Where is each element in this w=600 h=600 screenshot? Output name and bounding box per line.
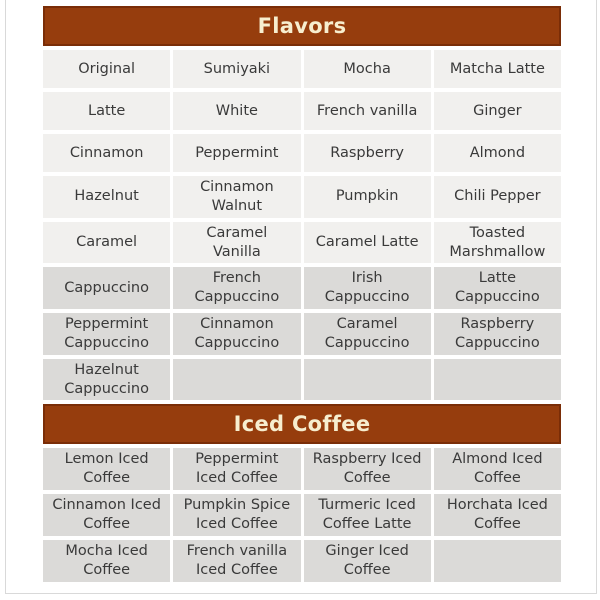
iced-coffee-cell: Ginger Iced Coffee [304, 540, 431, 582]
iced-coffee-cell: Almond Iced Coffee [434, 448, 561, 490]
flavor-cell: Latte [43, 92, 170, 130]
iced-coffee-cell: Cinnamon Iced Coffee [43, 494, 170, 536]
flavor-cell: Cinnamon [43, 134, 170, 172]
flavor-cell: White [173, 92, 300, 130]
flavor-cell: Caramel [43, 222, 170, 264]
section-header-iced-coffee: Iced Coffee [43, 404, 561, 444]
flavor-cell: Caramel Cappuccino [304, 313, 431, 355]
flavor-cell: Original [43, 50, 170, 88]
iced-coffee-cell: Pumpkin Spice Iced Coffee [173, 494, 300, 536]
flavor-cell: Hazelnut [43, 176, 170, 218]
flavor-cell: Almond [434, 134, 561, 172]
iced-coffee-cell-empty [434, 540, 561, 582]
flavor-cell: Matcha Latte [434, 50, 561, 88]
flavor-cell: French vanilla [304, 92, 431, 130]
flavor-cell: Hazelnut Cappuccino [43, 359, 170, 401]
iced-coffee-cell: Lemon Iced Coffee [43, 448, 170, 490]
flavor-cell: Caramel Vanilla [173, 222, 300, 264]
iced-coffee-cell: Peppermint Iced Coffee [173, 448, 300, 490]
iced-coffee-cell: Horchata Iced Coffee [434, 494, 561, 536]
flavor-cell: Peppermint [173, 134, 300, 172]
flavor-cell: Ginger [434, 92, 561, 130]
coffee-menu-table [43, 6, 561, 582]
flavor-cell: Irish Cappuccino [304, 267, 431, 309]
flavor-cell: Sumiyaki [173, 50, 300, 88]
flavor-cell-empty [434, 359, 561, 401]
iced-coffee-cell: Turmeric Iced Coffee Latte [304, 494, 431, 536]
flavor-cell: French Cappuccino [173, 267, 300, 309]
flavor-cell: Caramel Latte [304, 222, 431, 264]
flavor-cell: Peppermint Cappuccino [43, 313, 170, 355]
flavor-cell: Latte Cappuccino [434, 267, 561, 309]
iced-coffee-cell: Raspberry Iced Coffee [304, 448, 431, 490]
flavor-cell: Chili Pepper [434, 176, 561, 218]
iced-coffee-cell: French vanilla Iced Coffee [173, 540, 300, 582]
flavor-cell: Cappuccino [43, 267, 170, 309]
section-header-flavors: Flavors [43, 6, 561, 46]
flavor-cell: Toasted Marshmallow [434, 222, 561, 264]
flavor-cell: Mocha [304, 50, 431, 88]
flavor-cell: Cinnamon Walnut [173, 176, 300, 218]
flavor-cell: Raspberry [304, 134, 431, 172]
flavor-cell-empty [304, 359, 431, 401]
iced-coffee-cell: Mocha Iced Coffee [43, 540, 170, 582]
flavor-cell: Cinnamon Cappuccino [173, 313, 300, 355]
flavor-cell-empty [173, 359, 300, 401]
flavor-cell: Pumpkin [304, 176, 431, 218]
flavor-cell: Raspberry Cappuccino [434, 313, 561, 355]
